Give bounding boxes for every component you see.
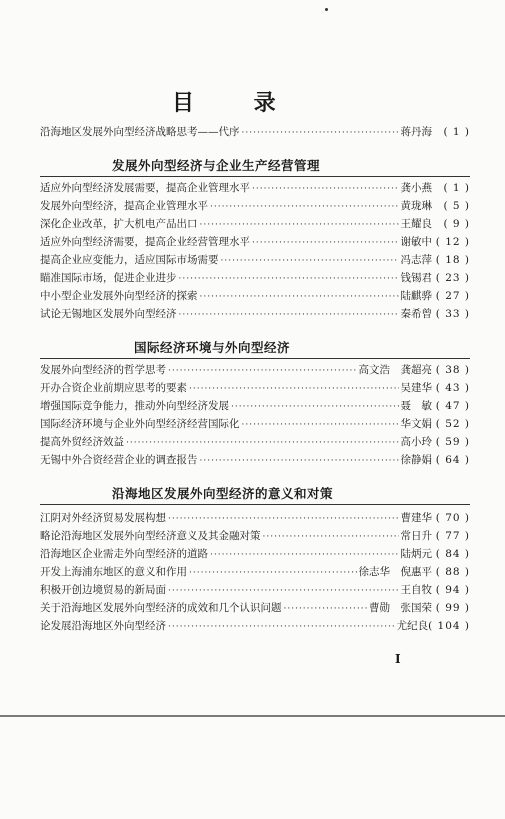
dot-leader (263, 529, 399, 545)
entry-title: 积极开创边境贸易的新局面 (40, 584, 166, 596)
entry-page: ( 84 ) (435, 548, 470, 560)
entry-title: 适应外向型经济发展需要，提高企业管理水平 (40, 182, 250, 194)
entry-title: 国际经济环境与企业外向型经济经营国际化 (40, 418, 240, 430)
entry-title: 提高企业应变能力，适应国际市场需要 (40, 254, 219, 266)
dot-leader (200, 217, 399, 233)
section-rule (40, 504, 470, 505)
entry-title: 适应外向型经济需要，提高企业经营管理水平 (40, 236, 250, 248)
entry-title: 无锡中外合资经营企业的调查报告 (40, 454, 198, 466)
entry-author: 高文浩 龚超亮 (358, 364, 432, 376)
entry-page: ( 99 ) (435, 602, 470, 614)
entry-author: 冯志萍 (400, 254, 432, 266)
dot-leader (189, 565, 357, 581)
entry-page: ( 12 ) (435, 236, 470, 248)
entry-page: ( 27 ) (435, 290, 470, 302)
entry-page: ( 88 ) (435, 566, 470, 578)
entry-page: ( 43 ) (435, 382, 470, 394)
entry-author: 曹勋 张国荣 (369, 602, 432, 614)
toc-entry[interactable] (40, 362, 470, 378)
entry-page: ( 9 ) (443, 218, 470, 230)
entry-author: 吴建华 (400, 382, 432, 394)
entry-title: 沿海地区企业需走外向型经济的道路 (40, 548, 208, 560)
toc-entry[interactable] (40, 618, 470, 634)
section-heading-2: 国际经济环境与外向型经济 (134, 340, 291, 355)
toc-entry-preface[interactable] (40, 124, 470, 140)
toc-entry[interactable] (40, 582, 470, 598)
section-heading-3: 沿海地区发展外向型经济的意义和对策 (112, 486, 334, 501)
dot-leader (242, 125, 399, 141)
dot-leader (284, 601, 368, 617)
dot-leader (221, 253, 399, 269)
entry-page: ( 38 ) (435, 364, 470, 376)
entry-page: ( 94 ) (435, 584, 470, 596)
entry-page: ( 5 ) (443, 200, 470, 212)
toc-entry[interactable] (40, 216, 470, 232)
toc-entry[interactable] (40, 510, 470, 526)
toc-entry[interactable] (40, 564, 470, 580)
entry-page: ( 104 ) (428, 620, 470, 632)
dot-leader (168, 511, 399, 527)
entry-title: 发展外向型经济，提高企业管理水平 (40, 200, 208, 212)
toc-entry[interactable] (40, 380, 470, 396)
toc-entry[interactable] (40, 398, 470, 414)
dot-leader (210, 547, 399, 563)
toc-entry[interactable] (40, 546, 470, 562)
dot-leader (242, 417, 399, 433)
toc-entry[interactable] (40, 416, 470, 432)
dot-leader (252, 181, 399, 197)
entry-title: 发展外向型经济的哲学思考 (40, 364, 166, 376)
entry-author: 聂 敏 (400, 400, 432, 412)
dot-leader (126, 435, 399, 451)
entry-author: 蒋丹海 (400, 126, 432, 138)
dot-leader (168, 619, 395, 635)
page-title: 目 录 (172, 90, 302, 116)
entry-page: ( 70 ) (435, 512, 470, 524)
entry-author: 陆麒骅 (400, 290, 432, 302)
entry-page: ( 33 ) (435, 308, 470, 320)
entry-page: ( 1 ) (443, 126, 470, 138)
dot-leader (252, 235, 399, 251)
entry-title: 中小型企业发展外向型经济的探索 (40, 290, 198, 302)
dot-leader (179, 271, 399, 287)
dot-leader (210, 199, 399, 215)
entry-title: 关于沿海地区发展外向型经济的成效和几个认识问题 (40, 602, 282, 614)
toc-entry[interactable] (40, 234, 470, 250)
entry-author: 华文娟 (400, 418, 432, 430)
entry-author: 徐志华 倪惠平 (358, 566, 432, 578)
dot-leader (231, 399, 399, 415)
section-heading-1: 发展外向型经济与企业生产经营管理 (112, 158, 321, 173)
entry-author: 龚小燕 (400, 182, 432, 194)
page-number: I (395, 652, 401, 666)
entry-title: 瞄准国际市场，促进企业进步 (40, 272, 177, 284)
entry-author: 秦希曾 (400, 308, 432, 320)
entry-author: 高小玲 (400, 436, 432, 448)
entry-page: ( 64 ) (435, 454, 470, 466)
toc-entry[interactable] (40, 180, 470, 196)
entry-title: 深化企业改革，扩大机电产品出口 (40, 218, 198, 230)
entry-author: 王自牧 (400, 584, 432, 596)
dot-leader (189, 381, 399, 397)
entry-title: 沿海地区发展外向型经济战略思考——代序 (40, 126, 240, 138)
section-rule (40, 176, 470, 177)
toc-entry[interactable] (40, 270, 470, 286)
entry-page: ( 23 ) (435, 272, 470, 284)
dot-leader (200, 453, 399, 469)
entry-title: 江阴对外经济贸易发展构想 (40, 512, 166, 524)
page-edge-line (0, 715, 505, 717)
toc-entry[interactable] (40, 252, 470, 268)
entry-author: 黄珑琳 (400, 200, 432, 212)
toc-entry[interactable] (40, 600, 470, 616)
section-rule (40, 358, 470, 359)
dot-leader (200, 289, 399, 305)
entry-title: 增强国际竞争能力，推动外向型经济发展 (40, 400, 229, 412)
entry-page: ( 18 ) (435, 254, 470, 266)
entry-page: ( 59 ) (435, 436, 470, 448)
entry-title: 开办合资企业前期应思考的要素 (40, 382, 187, 394)
entry-author: 徐静娟 (400, 454, 432, 466)
toc-entry[interactable] (40, 306, 470, 322)
entry-author: 王耀良 (400, 218, 432, 230)
entry-page: ( 47 ) (435, 400, 470, 412)
entry-page: ( 77 ) (435, 530, 470, 542)
toc-entry[interactable] (40, 528, 470, 544)
toc-entry[interactable] (40, 434, 470, 450)
entry-title: 提高外贸经济效益 (40, 436, 124, 448)
ink-speck (325, 8, 328, 11)
entry-author: 尤纪良 (396, 620, 429, 632)
entry-page: ( 1 ) (443, 182, 470, 194)
entry-author: 钱锡君 (400, 272, 432, 284)
entry-author: 谢敏中 (400, 236, 432, 248)
entry-title: 略论沿海地区发展外向型经济意义及其金融对策 (40, 530, 261, 542)
entry-author: 陆炳元 (400, 548, 432, 560)
entry-author: 曹建华 (400, 512, 432, 524)
dot-leader (179, 307, 399, 323)
dot-leader (168, 363, 357, 379)
entry-page: ( 52 ) (435, 418, 470, 430)
toc-entry[interactable] (40, 452, 470, 468)
entry-title: 试论无锡地区发展外向型经济 (40, 308, 177, 320)
dot-leader (168, 583, 399, 599)
entry-author: 常日升 (400, 530, 432, 542)
entry-title: 论发展沿海地区外向型经济 (40, 620, 166, 632)
toc-entry[interactable] (40, 198, 470, 214)
entry-title: 开发上海浦东地区的意义和作用 (40, 566, 187, 578)
toc-entry[interactable] (40, 288, 470, 304)
